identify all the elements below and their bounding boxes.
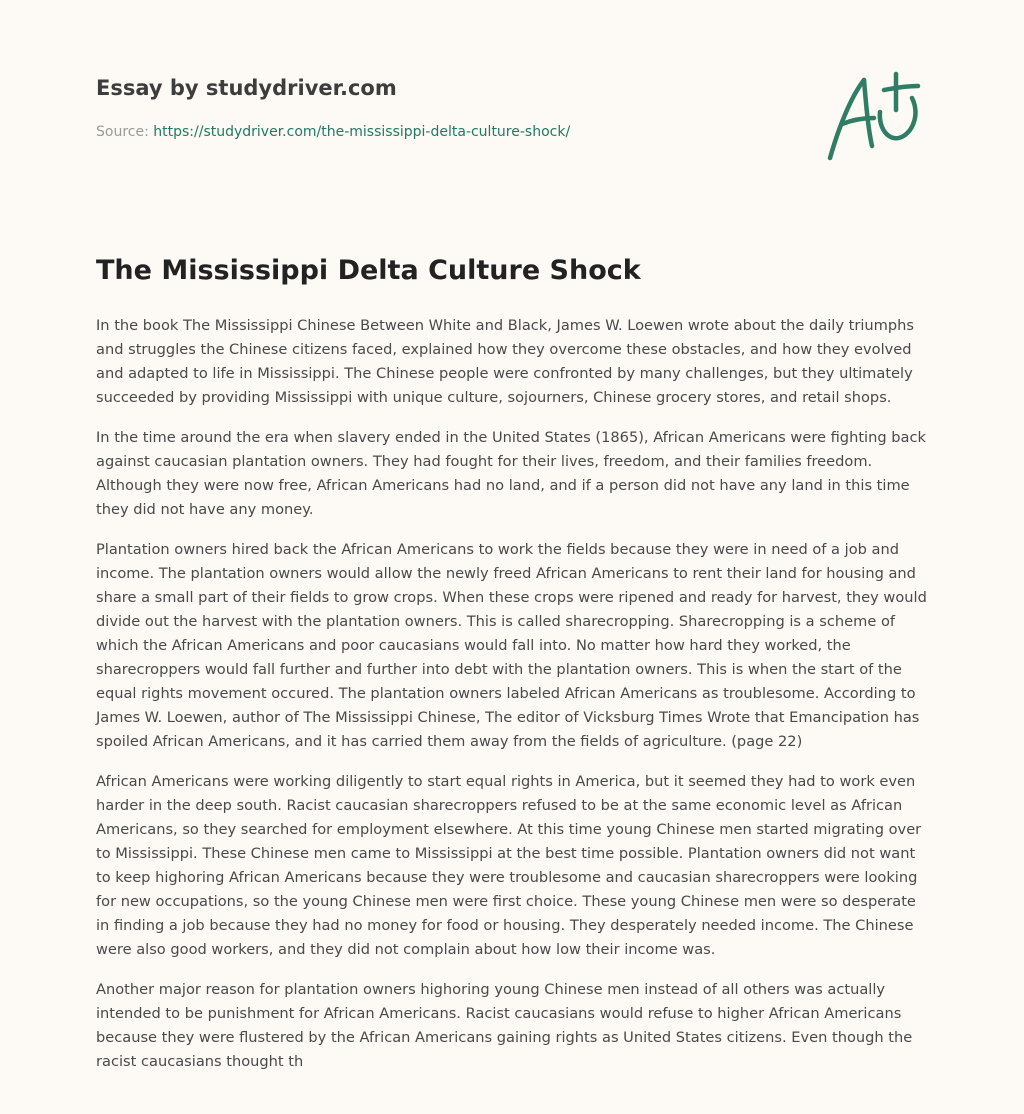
site-title: Essay by studydriver.com — [96, 76, 397, 100]
essay-paragraph: Plantation owners hired back the African Americans to work the fields because they were in need of a job and income. The plantation owners would allow the newly freed African Americans to rent their land for housing and share a small part of their fields to grow crops. When these crops were ripened and ready for harvest, they would divide out the harvest with the plantation owners. This is called sharecropping. Sharecropping is a scheme of which the African Americans and poor caucasians would fall into. No matter how hard they worked, the sharecroppers would fall further and further into debt with the plantation owners. This is when the start of the equal rights movement occured. The plantation owners labeled African Americans as troublesome. According to James W. Loewen, author of The Mississippi Chinese, The editor of Vicksburg Times Wrote that Emancipation has spoiled African Americans, and it has carried them away from the fields of agriculture. (page 22) — [96, 541, 927, 750]
source-line — [96, 124, 570, 140]
a-plus-logo-icon — [820, 68, 928, 164]
source-link[interactable]: https://studydriver.com/the-mississippi-delta-culture-shock/ — [153, 124, 571, 140]
essay-paragraph: In the time around the era when slavery ended in the United States (1865), African Americans were fighting back against caucasian plantation owners. They had fought for their lives, freedom, and their families freedom. Although they were now free, African Americans had no land, and if a person did not have any land in this time they did not have any money. — [96, 429, 926, 518]
essay-paragraph: Another major reason for plantation owners highoring young Chinese men instead of all others was actually intended to be punishment for African Americans. Racist caucasians would refuse to higher African Americans because they were flustered by the African Americans gaining rights as United States citizens. Even though the racist caucasians thought th — [96, 981, 913, 1070]
essay-body — [96, 314, 928, 1090]
essay-title: The Mississippi Delta Culture Shock — [96, 255, 641, 286]
essay-paragraph: African Americans were working diligently to start equal rights in America, but it seemed they had to work even harder in the deep south. Racist caucasian sharecroppers refused to be at the same economic level as African Americans, so they searched for employment elsewhere. At this time young Chinese men started migrating over to Mississippi. These Chinese men came to Mississippi at the best time possible. Plantation owners did not want to keep highoring African Americans because they were troublesome and caucasian sharecroppers were looking for new occupations, so the young Chinese men were first choice. These young Chinese men were so desperate in finding a job because they had no money for food or housing. They desperately needed income. The Chinese were also good workers, and they did not complain about how low their income was. — [96, 773, 922, 958]
source-label: Source: — [96, 124, 154, 140]
essay-paragraph: In the book The Mississippi Chinese Between White and Black, James W. Loewen wrote about the daily triumphs and struggles the Chinese citizens faced, explained how they overcome these obstacles, and how they evolved and adapted to life in Mississippi. The Chinese people were confronted by many challenges, but they ultimately succeeded by providing Mississippi with unique culture, sojourners, Chinese grocery stores, and retail shops. — [96, 317, 914, 406]
